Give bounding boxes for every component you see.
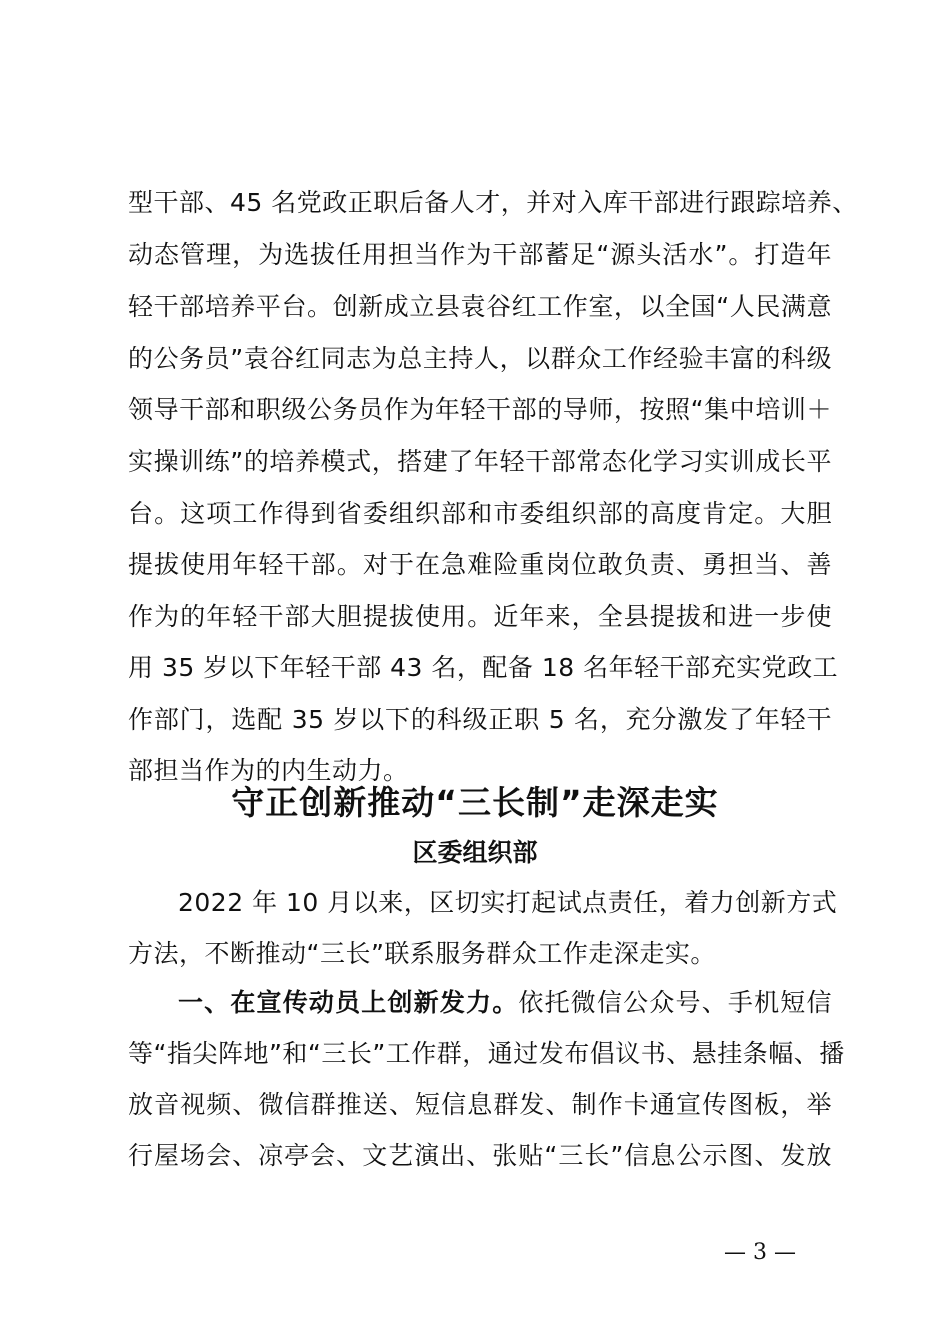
paragraph-line: 实操训练”的培养模式，搭建了年轻干部常态化学习实训成长平 <box>128 447 832 476</box>
paragraph-line: 领导干部和职级公务员作为年轻干部的导师，按照“集中培训＋ <box>128 395 832 424</box>
paragraph-line: 的公务员”袁谷红同志为总主持人，以群众工作经验丰富的科级 <box>128 344 832 373</box>
section-author: 区委组织部 <box>412 838 538 867</box>
paragraph-line: 提拔使用年轻干部。对于在急难险重岗位敢负责、勇担当、善 <box>128 550 832 579</box>
paragraph-line: 动态管理，为选拔任用担当作为干部蓄足“源头活水”。打造年 <box>128 240 832 269</box>
paragraph-line: 行屋场会、凉亭会、文艺演出、张贴“三长”信息公示图、发放 <box>128 1141 832 1170</box>
paragraph-line: 部担当作为的内生动力。 <box>128 756 409 785</box>
intro-line: 2022 年 10 月以来，区切实打起试点责任，着力创新方式 <box>178 888 838 917</box>
paragraph-line: 型干部、45 名党政正职后备人才，并对入库干部进行跟踪培养、 <box>128 188 858 217</box>
paragraph-line: 台。这项工作得到省委组织部和市委组织部的高度肯定。大胆 <box>128 499 832 528</box>
paragraph-line: 作部门，选配 35 岁以下的科级正职 5 名，充分激发了年轻干 <box>128 705 832 734</box>
point-one-text: 依托微信公众号、手机短信 <box>518 988 832 1017</box>
point-one-heading: 一、在宣传动员上创新发力。 <box>178 988 519 1017</box>
point-one-first-line <box>178 978 832 1028</box>
paragraph-line: 用 35 岁以下年轻干部 43 名，配备 18 名年轻干部充实党政工 <box>128 653 839 682</box>
paragraph-line: 轻干部培养平台。创新成立县袁谷红工作室，以全国“人民满意 <box>128 292 832 321</box>
paragraph-line: 作为的年轻干部大胆提拔使用。近年来，全县提拔和进一步使 <box>128 602 832 631</box>
intro-line: 方法，不断推动“三长”联系服务群众工作走深走实。 <box>128 939 716 968</box>
section-title: 守正创新推动“三长制”走深走实 <box>231 783 719 822</box>
paragraph-line: 放音视频、微信群推送、短信息群发、制作卡通宣传图板，举 <box>128 1090 832 1119</box>
page-number: — 3 — <box>724 1240 796 1265</box>
paragraph-line: 等“指尖阵地”和“三长”工作群，通过发布倡议书、悬挂条幅、播 <box>128 1039 845 1068</box>
